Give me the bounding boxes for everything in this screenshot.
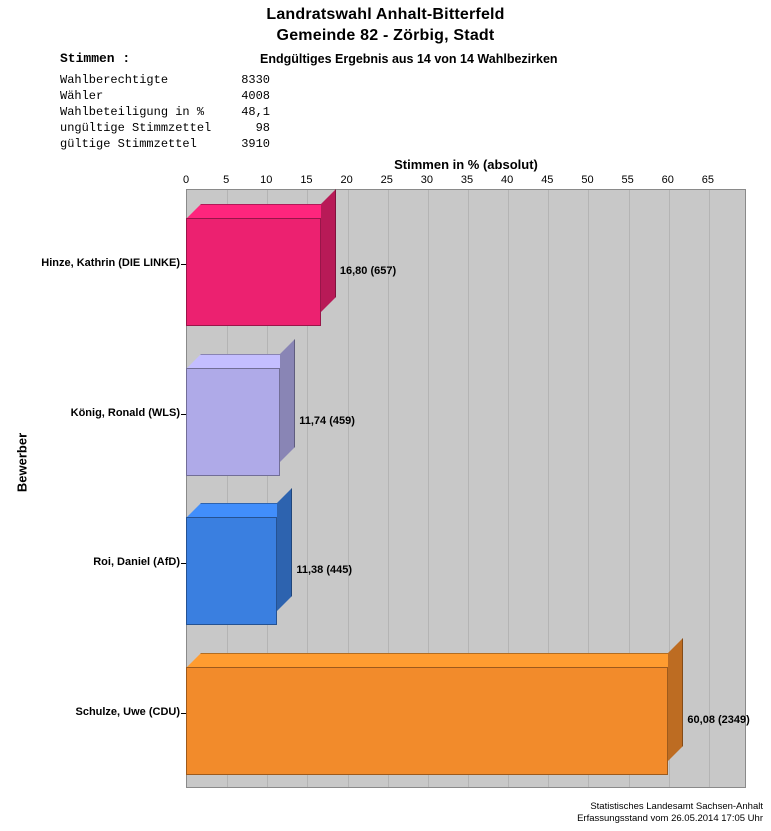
x-tick-label: 55 xyxy=(621,174,634,186)
bar-value-label: 11,74 (459) xyxy=(299,414,355,427)
x-tick-label: 60 xyxy=(661,174,674,186)
x-tick-label: 35 xyxy=(460,174,474,186)
y-category-label: Roi, Daniel (AfD) xyxy=(93,556,180,569)
bar-side-face xyxy=(280,339,295,462)
footer xyxy=(577,801,763,825)
stat-value: 4008 xyxy=(241,89,270,103)
bar-top-face xyxy=(186,354,295,369)
x-tick-label: 50 xyxy=(581,174,594,186)
y-axis-title: Bewerber xyxy=(14,432,30,493)
y-tick-mark xyxy=(181,414,186,415)
bar-top-face xyxy=(186,653,683,668)
bar-value-label: 11,38 (445) xyxy=(296,564,353,577)
x-tick-label: 25 xyxy=(380,174,393,186)
stat-label: Wähler xyxy=(60,89,104,103)
bar-side-face xyxy=(668,638,683,761)
stat-label: gültige Stimmzettel xyxy=(60,137,197,151)
y-category-label: König, Ronald (WLS) xyxy=(70,406,180,419)
x-tick-label: 5 xyxy=(223,174,230,186)
y-category-label: Hinze, Kathrin (DIE LINKE) xyxy=(41,256,180,269)
stimmen-label: Stimmen : xyxy=(60,51,131,66)
x-tick-label: 20 xyxy=(340,174,353,186)
bar-front-face xyxy=(186,368,280,476)
footer-timestamp: Erfassungsstand vom 26.05.2014 17:05 Uhr xyxy=(577,813,763,824)
stat-label: Wahlberechtigte xyxy=(60,73,169,87)
y-tick-mark xyxy=(181,264,186,265)
stat-value: 98 xyxy=(255,121,270,135)
result-note: Endgültiges Ergebnis aus 14 von 14 Wahlbezirken xyxy=(260,52,558,66)
y-category-label: Schulze, Uwe (CDU) xyxy=(75,706,180,719)
bar-top-face xyxy=(186,204,336,219)
x-tick-label: 10 xyxy=(260,174,273,186)
y-tick-mark xyxy=(181,713,186,714)
stat-label: ungültige Stimmzettel xyxy=(60,121,212,135)
bar xyxy=(186,368,280,476)
x-axis-title: Stimmen in % (absolut) xyxy=(394,157,538,172)
x-tick-label: 0 xyxy=(182,174,190,186)
stat-value: 8330 xyxy=(241,73,270,87)
footer-source: Statistisches Landesamt Sachsen-Anhalt xyxy=(590,801,763,812)
bar-front-face xyxy=(186,517,277,625)
bar-value-label: 16,80 (657) xyxy=(339,264,397,277)
x-tick-label: 40 xyxy=(501,174,514,186)
y-tick-mark xyxy=(181,563,186,564)
bar-value-label: 60,08 (2349) xyxy=(687,714,750,727)
title-line-1: Landratswahl Anhalt-Bitterfeld xyxy=(266,6,505,23)
bar xyxy=(186,517,277,625)
bar xyxy=(186,667,668,775)
grid-line xyxy=(709,190,710,787)
x-tick-label: 65 xyxy=(701,174,715,186)
bar-side-face xyxy=(277,488,292,611)
x-tick-label: 45 xyxy=(541,174,554,186)
stat-label: Wahlbeteiligung in % xyxy=(60,105,205,119)
bar xyxy=(186,218,321,326)
bar-front-face xyxy=(186,218,321,326)
x-tick-label: 15 xyxy=(300,174,313,186)
stat-value: 3910 xyxy=(241,137,270,151)
bar-front-face xyxy=(186,667,668,775)
stat-value: 48,1 xyxy=(241,105,270,119)
x-tick-label: 30 xyxy=(420,174,433,186)
bar-side-face xyxy=(321,189,336,312)
title-line-2: Gemeinde 82 - Zörbig, Stadt xyxy=(276,27,495,44)
